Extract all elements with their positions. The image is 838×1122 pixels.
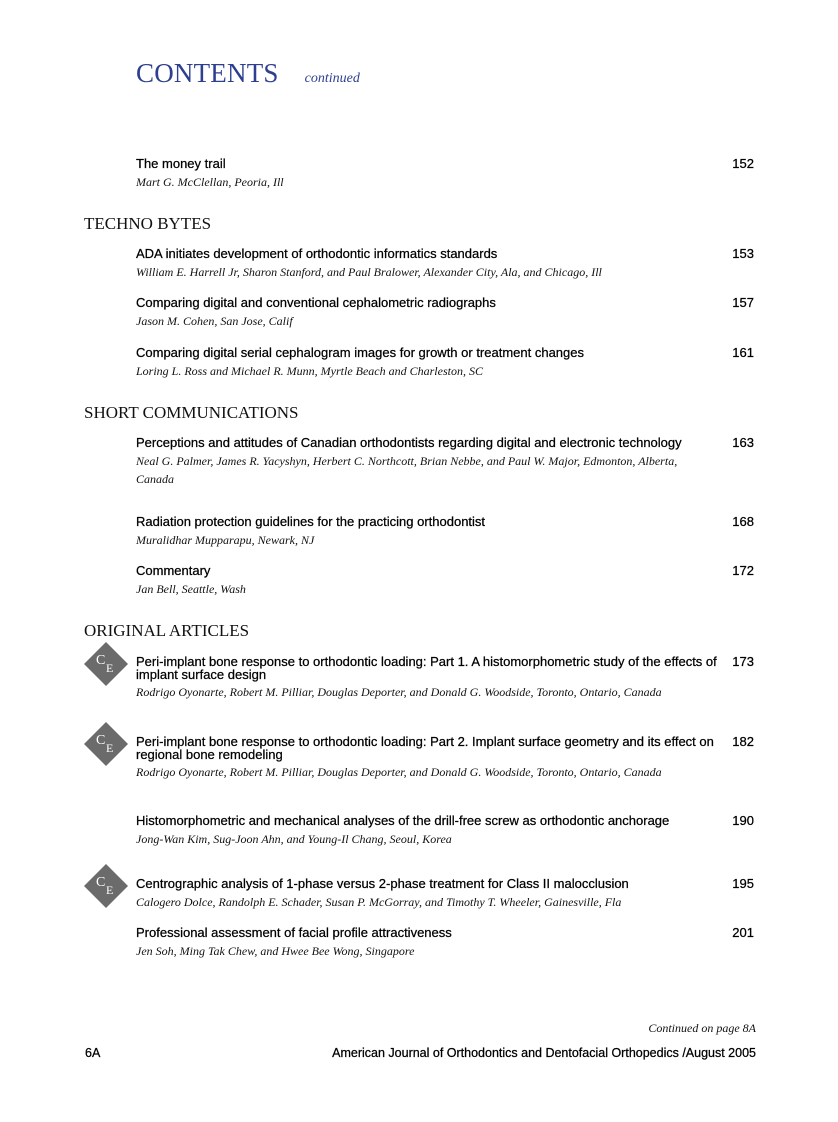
entry-authors: Neal G. Palmer, James R. Yacyshyn, Herbert C. Northcott, Brian Nebbe, and Paul W. Major, Edmonton, Alberta, Canada <box>136 453 678 486</box>
footer-page-number: 6A <box>85 1046 101 1060</box>
svg-text:E: E <box>106 883 114 897</box>
footer-journal-info: American Journal of Orthodontics and Dentofacial Orthopedics /August 2005 <box>332 1046 756 1060</box>
ce-credit-icon <box>84 722 128 766</box>
entry-authors: Mart G. McClellan, Peoria, Ill <box>136 174 284 189</box>
entry-page-number: 172 <box>732 563 754 578</box>
entry-page-number: 173 <box>732 654 754 669</box>
entry-authors: Jen Soh, Ming Tak Chew, and Hwee Bee Wong, Singapore <box>136 943 415 958</box>
toc-entry[interactable] <box>136 565 756 598</box>
toc-entry[interactable] <box>136 927 756 960</box>
entry-page-number: 182 <box>732 734 754 749</box>
page-header <box>136 58 360 89</box>
toc-entry[interactable] <box>96 733 756 781</box>
entry-page-number: 168 <box>732 514 754 529</box>
entry-authors: Rodrigo Oyonarte, Robert M. Pilliar, Douglas Deporter, and Donald G. Woodside, Toronto, Ontario, Canada <box>136 765 662 779</box>
entry-title[interactable]: ADA initiates development of orthodontic informatics standards <box>136 246 498 261</box>
section-heading-techno-bytes: TECHNO BYTES <box>84 214 212 233</box>
svg-text:E: E <box>106 741 114 755</box>
entry-title[interactable]: Comparing digital serial cephalogram images for growth or treatment changes <box>136 345 584 360</box>
toc-entry[interactable] <box>136 815 756 848</box>
entry-page-number: 152 <box>732 156 754 171</box>
entry-page-number: 153 <box>732 246 754 261</box>
entry-title[interactable]: Peri-implant bone response to orthodontic loading: Part 1. A histomorphometric study of the effects of implant surface design <box>136 654 717 682</box>
toc-entry[interactable] <box>136 248 756 281</box>
toc-entry[interactable] <box>136 437 756 488</box>
svg-text:E: E <box>106 661 114 675</box>
entry-title[interactable]: Professional assessment of facial profile attractiveness <box>136 925 452 940</box>
toc-entry[interactable] <box>136 516 756 549</box>
entry-page-number: 161 <box>732 345 754 360</box>
entry-title[interactable]: Centrographic analysis of 1-phase versus 2-phase treatment for Class II malocclusion <box>136 876 629 891</box>
toc-entry[interactable] <box>136 158 756 191</box>
entry-page-number: 190 <box>732 813 754 828</box>
entry-authors: Jason M. Cohen, San Jose, Calif <box>136 313 293 328</box>
section-heading-original-articles: ORIGINAL ARTICLES <box>84 621 250 640</box>
entry-title[interactable]: Histomorphometric and mechanical analyses of the drill-free screw as orthodontic anchorage <box>136 813 670 828</box>
continued-note: Continued on page 8A <box>648 1021 756 1035</box>
entry-authors: William E. Harrell Jr, Sharon Stanford, and Paul Bralower, Alexander City, Ala, and Chicago, Ill <box>136 264 602 279</box>
entry-title[interactable]: The money trail <box>136 156 226 171</box>
entry-title[interactable]: Perceptions and attitudes of Canadian orthodontists regarding digital and electronic technology <box>136 435 682 450</box>
entry-page-number: 157 <box>732 295 754 310</box>
entry-authors: Rodrigo Oyonarte, Robert M. Pilliar, Douglas Deporter, and Donald G. Woodside, Toronto, Ontario, Canada <box>136 685 662 699</box>
svg-text:C: C <box>96 875 106 890</box>
entry-title[interactable]: Commentary <box>136 563 211 578</box>
toc-entry[interactable] <box>96 653 756 701</box>
entry-authors: Loring L. Ross and Michael R. Munn, Myrtle Beach and Charleston, SC <box>136 363 483 378</box>
entry-page-number: 195 <box>732 876 754 891</box>
entry-authors: Calogero Dolce, Randolph E. Schader, Susan P. McGorray, and Timothy T. Wheeler, Gainesville, Fla <box>136 894 622 909</box>
toc-entry[interactable] <box>96 875 756 911</box>
entry-page-number: 163 <box>732 435 754 450</box>
toc-entry[interactable] <box>136 297 756 330</box>
svg-text:C: C <box>96 733 106 748</box>
entry-page-number: 201 <box>732 925 754 940</box>
ce-credit-icon <box>84 642 128 686</box>
entry-authors: Jan Bell, Seattle, Wash <box>136 581 246 596</box>
entry-authors: Muralidhar Mupparapu, Newark, NJ <box>136 532 315 547</box>
svg-text:C: C <box>96 653 106 668</box>
entry-title[interactable]: Radiation protection guidelines for the practicing orthodontist <box>136 514 486 529</box>
page-subtitle: continued <box>304 71 360 86</box>
entry-title[interactable]: Comparing digital and conventional cephalometric radiographs <box>136 295 496 310</box>
entry-authors: Jong-Wan Kim, Sug-Joon Ahn, and Young-Il Chang, Seoul, Korea <box>136 831 452 846</box>
entry-title[interactable]: Peri-implant bone response to orthodontic loading: Part 2. Implant surface geometry and its effect on regional bone remodeling <box>136 734 714 762</box>
ce-credit-icon <box>84 864 128 908</box>
section-heading-short-communications: SHORT COMMUNICATIONS <box>84 403 299 422</box>
toc-entry[interactable] <box>136 347 756 380</box>
page-title: CONTENTS <box>136 58 279 88</box>
